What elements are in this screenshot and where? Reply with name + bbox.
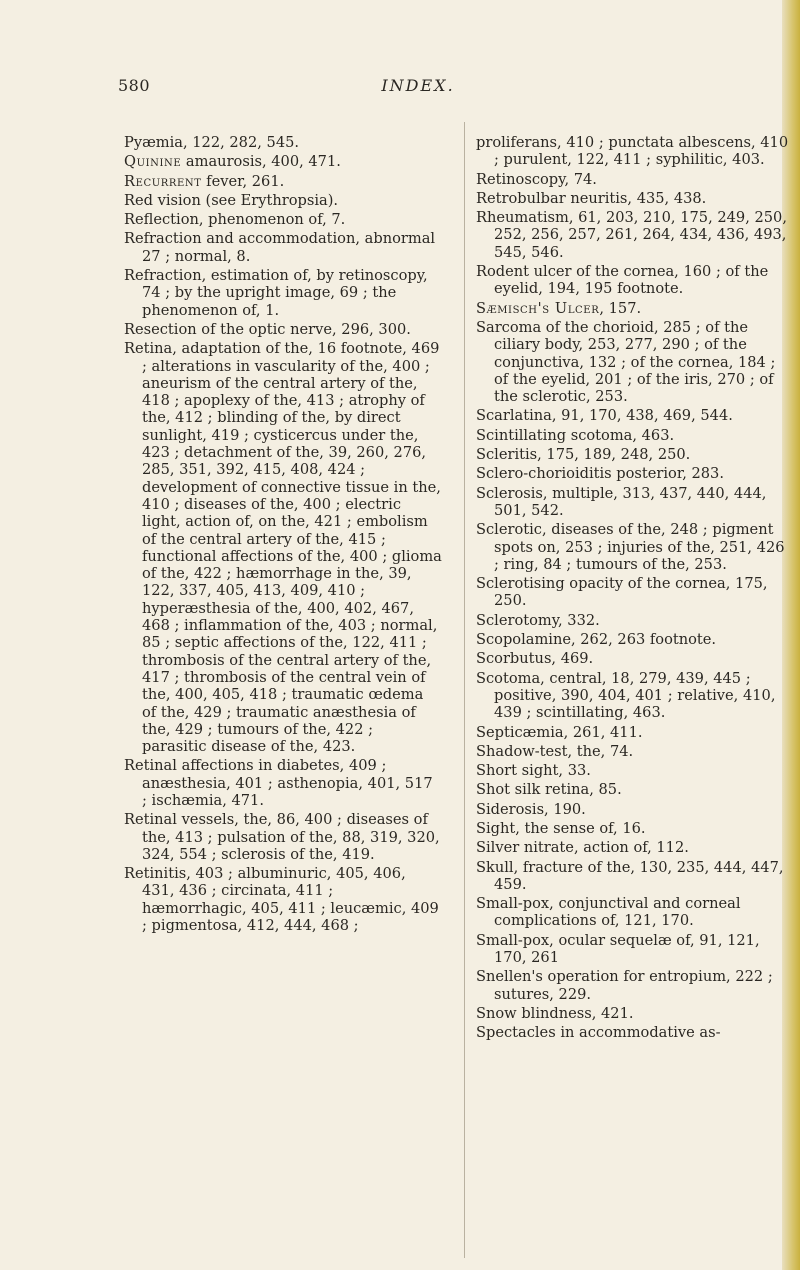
index-entry-text: , 157. [599, 299, 642, 317]
index-entry [124, 811, 442, 863]
index-entry-text: Refraction and accommodation, abnormal 27 ; normal, 8. [124, 230, 436, 265]
index-entry-text: Shadow-test, the, 74. [476, 742, 634, 760]
index-entry [476, 650, 794, 667]
index-entry [124, 321, 442, 338]
index-entry-text: Sclerotomy, 332. [476, 611, 600, 629]
index-entry-text: proliferans, 410 ; punctata albescens, 410 ; purulent, 122, 411 ; syphilitic, 403. [476, 134, 789, 169]
index-entry-text: Scopolamine, 262, 263 footnote. [476, 631, 717, 649]
index-entry-text: Septicæmia, 261, 411. [476, 723, 643, 741]
index-entry [476, 1005, 794, 1022]
index-entry-text: Sight, the sense of, 16. [476, 819, 646, 837]
index-entry [476, 801, 794, 818]
index-entry [476, 820, 794, 837]
index-entry [124, 211, 442, 228]
index-entry-lead: Recurrent [124, 172, 202, 190]
index-entry [124, 173, 442, 190]
index-entry-text: Retinal affections in diabetes, 409 ; anæsthesia, 401 ; asthenopia, 401, 517 ; ischæmia, 471. [124, 757, 433, 809]
index-entry [476, 743, 794, 760]
index-entry-text: Sarcoma of the chorioid, 285 ; of the ciliary body, 253, 277, 290 ; of the conjunctiva, 132 ; of the cornea, 184 ; of the eyelid, 201 ; of the iris, 270 ; of the sclerotic, 253. [476, 318, 776, 406]
index-entry [124, 153, 442, 170]
index-entry [476, 670, 794, 722]
index-entry [476, 427, 794, 444]
index-entry-text: Resection of the optic nerve, 296, 300. [124, 320, 411, 338]
index-entry [124, 134, 442, 151]
index-entry-text: Small-pox, conjunctival and corneal complications of, 121, 170. [476, 895, 741, 930]
index-entry [476, 839, 794, 856]
index-entry [476, 762, 794, 779]
index-entry [476, 263, 794, 298]
page-number: 580 [118, 76, 151, 95]
index-entry-text: Spectacles in accommodative as- [476, 1024, 721, 1042]
index-entry [476, 932, 794, 967]
index-entry [476, 446, 794, 463]
index-entry-text: Snellen's operation for entropium, 222 ; sutures, 229. [476, 968, 773, 1003]
index-entry-text: Small-pox, ocular sequelæ of, 91, 121, 170, 261 [476, 931, 760, 967]
index-entry-text: Rodent ulcer of the cornea, 160 ; of the eyelid, 194, 195 footnote. [476, 263, 769, 298]
column-divider [464, 122, 465, 1258]
index-entry-text: Retina, adaptation of the, 16 footnote, 469 ; alterations in vascularity of the, 400 ; aneurism of the central artery of the, 418 ; apoplexy of the, 413 ; atrophy of the, 412 ; blinding of the, by direct sunlight, 419 ; cysticercus under the, 423 ; detachment of the, 39, 260, 276, 285, 351, 392, 415, 408, 424 ; development of connective tissue in the, 410 ; diseases of the, 400 ; electric light, action of, on the, 421 ; embolism of the central artery of the, 415 ; functional affections of the, 400 ; glioma of the, 422 ; hæmorrhage in the, 39, 122, 337, 405, 413, 409, 410 ; hyperæsthesia of the, 400, 402, 467, 468 ; inflammation of the, 403 ; normal, 85 ; septic affections of the, 122, 411 ; thrombosis of the central artery of the, 417 ; thrombosis of the central vein of the, 400, 405, 418 ; traumatic œdema of the, 429 ; traumatic anæsthesia of the, 429 ; tumours of the, 422 ; parasitic disease of the, 423. [124, 340, 442, 756]
index-entry [124, 230, 442, 265]
index-entry-text: Sclero-chorioiditis posterior, 283. [476, 465, 724, 483]
index-entry-text: Retinitis, 403 ; albuminuric, 405, 406, 431, 436 ; circinata, 411 ; hæmorrhagic, 405, 411 ; leucæmic, 409 ; pigmentosa, 412, 444, 468 ; [124, 865, 439, 935]
index-entry [124, 757, 442, 809]
index-entry-text: amaurosis, 400, 471. [181, 153, 341, 171]
index-entry [476, 485, 794, 520]
index-entry [476, 521, 794, 573]
index-entry-text: Sclerosis, multiple, 313, 437, 440, 444, 501, 542. [476, 484, 767, 519]
index-entry [476, 612, 794, 629]
index-entry [476, 859, 794, 894]
index-entry-text: Snow blindness, 421. [476, 1004, 634, 1022]
index-entry-lead: Sæmisch's Ulcer [476, 299, 600, 317]
index-entry-text: Sclerotising opacity of the cornea, 175, 250. [476, 575, 768, 610]
running-head: INDEX. [381, 76, 455, 95]
index-entry-text: Rheumatism, 61, 203, 210, 175, 249, 250, 252, 256, 257, 261, 264, 434, 436, 493, 545, 546. [476, 209, 787, 261]
index-entry [124, 340, 442, 755]
index-entry-text: Retinoscopy, 74. [476, 170, 597, 188]
index-entry [476, 1024, 794, 1041]
index-entry-text: Reflection, phenomenon of, 7. [124, 211, 346, 229]
index-entry-lead: Quinine [124, 153, 182, 171]
index-entry-text: Scintillating scotoma, 463. [476, 426, 675, 444]
index-entry [476, 465, 794, 482]
index-entry-text: Silver nitrate, action of, 112. [476, 839, 689, 857]
index-entry [476, 781, 794, 798]
index-entry-text: fever, 261. [201, 172, 285, 190]
index-entry-text: Retinal vessels, the, 86, 400 ; diseases of the, 413 ; pulsation of the, 88, 319, 320, 324, 554 ; sclerosis of the, 419. [124, 811, 440, 863]
index-entry-text: Scotoma, central, 18, 279, 439, 445 ; positive, 390, 404, 401 ; relative, 410, 439 ; scintillating, 463. [476, 669, 776, 722]
index-entry-text: Shot silk retina, 85. [476, 781, 622, 799]
index-entry [476, 724, 794, 741]
index-entry [476, 209, 794, 261]
index-entry-text: Scorbutus, 469. [476, 650, 594, 668]
index-entry [124, 192, 442, 209]
index-entry [476, 171, 794, 188]
index-entry-text: Refraction, estimation of, by retinoscopy, 74 ; by the upright image, 69 ; the phenomenon of, 1. [124, 267, 428, 319]
page-header [118, 76, 718, 100]
index-entry [476, 300, 794, 317]
index-entry [124, 267, 442, 319]
index-entry [124, 865, 442, 934]
index-entry [476, 968, 794, 1003]
index-entry [476, 575, 794, 610]
index-entry-text: Scarlatina, 91, 170, 438, 469, 544. [476, 407, 733, 425]
index-entry [476, 134, 794, 169]
index-entry-text: Short sight, 33. [476, 762, 591, 780]
index-entry [476, 895, 794, 930]
index-entry-text: Sclerotic, diseases of the, 248 ; pigment spots on, 253 ; injuries of the, 251, 426 ; ring, 84 ; tumours of the, 253. [476, 521, 785, 573]
index-entry-text: Pyæmia, 122, 282, 545. [124, 134, 300, 151]
index-column-right [476, 134, 794, 1044]
index-entry-text: Retrobulbar neuritis, 435, 438. [476, 189, 707, 207]
index-entry-text: Scleritis, 175, 189, 248, 250. [476, 446, 691, 464]
index-entry-text: Siderosis, 190. [476, 800, 586, 818]
index-entry [476, 190, 794, 207]
index-entry [476, 319, 794, 405]
index-entry [476, 631, 794, 648]
index-column-left [124, 134, 442, 936]
index-entry-text: Skull, fracture of the, 130, 235, 444, 447, 459. [476, 858, 784, 893]
index-entry-text: Red vision (see Erythropsia). [124, 191, 339, 209]
index-entry [476, 407, 794, 424]
